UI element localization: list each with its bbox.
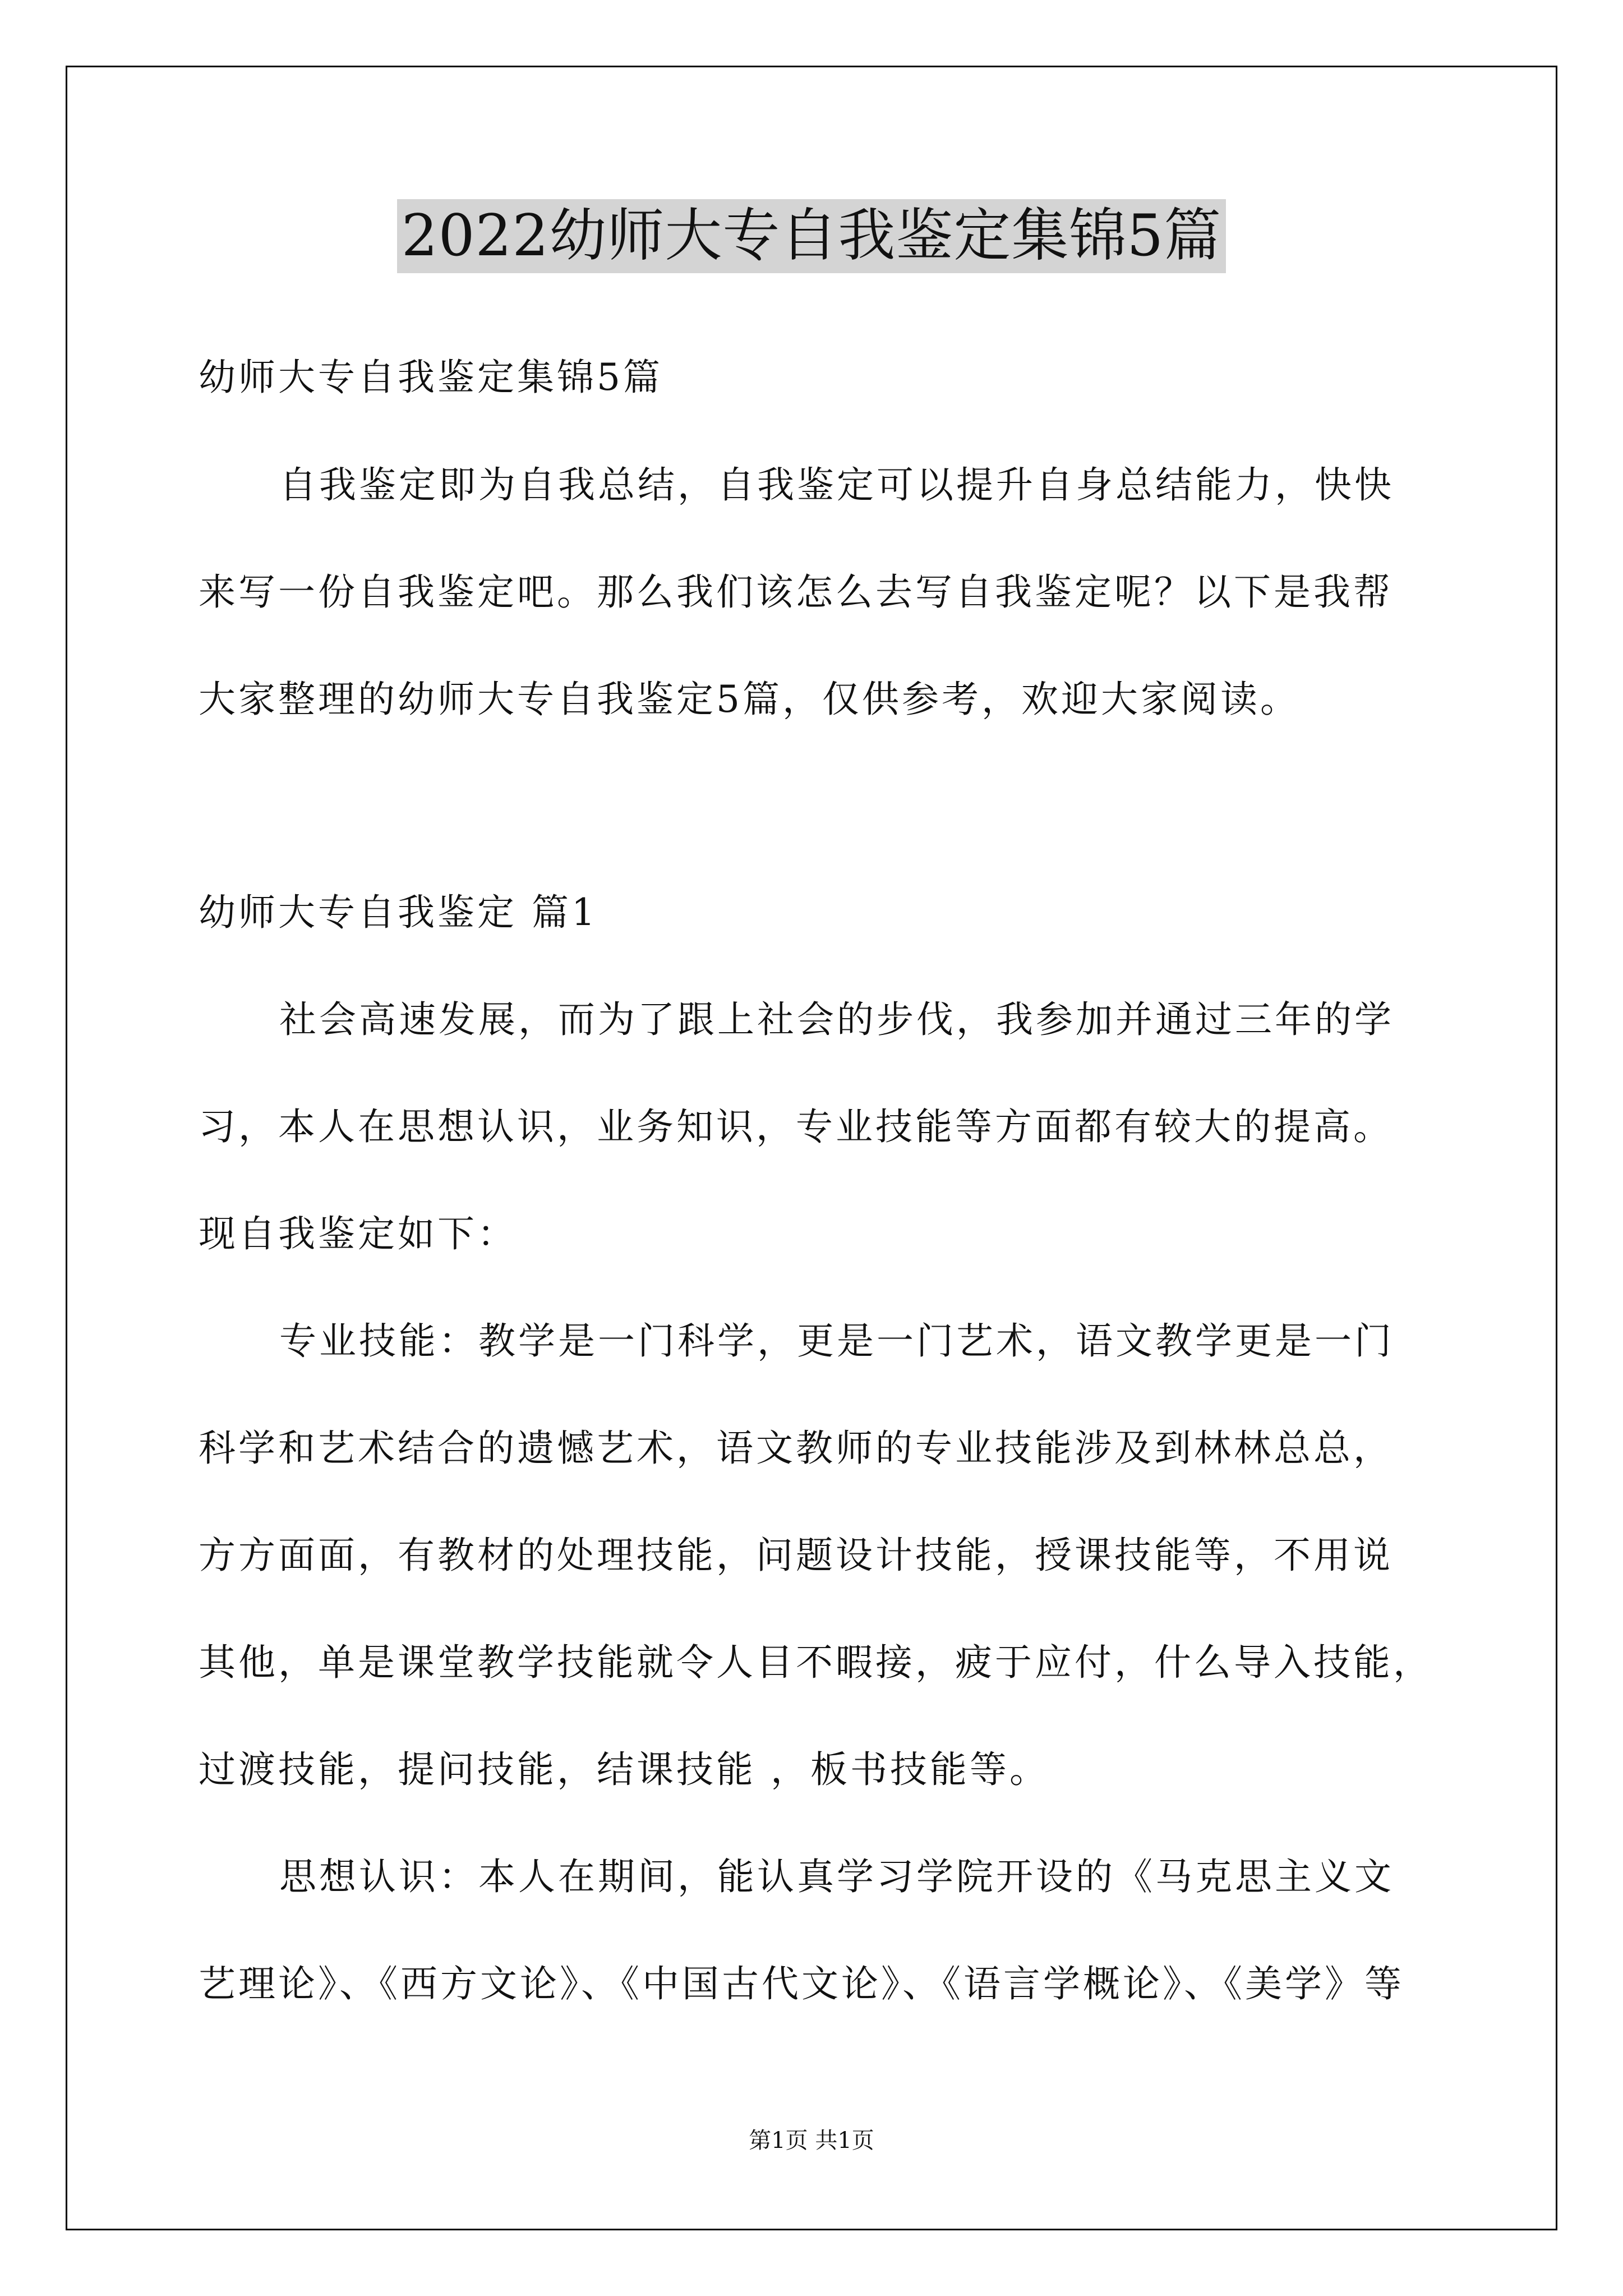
para1-line-1: 社会高速发展，而为了跟上社会的步伐，我参加并通过三年的学: [279, 998, 1394, 1041]
intro-line-2: 来写一份自我鉴定吧。那么我们该怎么去写自我鉴定呢？以下是我帮: [199, 570, 1393, 614]
para2-line-3: 方方面面，有教材的处理技能，问题设计技能，授课技能等，不用说: [199, 1534, 1393, 1577]
subtitle: 幼师大专自我鉴定集锦5篇: [199, 356, 663, 399]
para3-line-1: 思想认识：本人在期间，能认真学习学院开设的《马克思主义文: [279, 1855, 1394, 1898]
para2-line-1: 专业技能：教学是一门科学，更是一门艺术，语文教学更是一门: [279, 1319, 1394, 1363]
para2-line-5: 过渡技能，提问技能，结课技能 ，板书技能等。: [199, 1748, 1049, 1791]
document-title: 2022幼师大专自我鉴定集锦5篇: [397, 199, 1226, 273]
intro-line-1: 自我鉴定即为自我总结，自我鉴定可以提升自身总结能力，快快: [279, 463, 1394, 507]
para2-line-4: 其他，单是课堂教学技能就令人目不暇接，疲于应付，什么导入技能，: [199, 1641, 1433, 1684]
para1-line-3: 现自我鉴定如下：: [199, 1212, 517, 1255]
title-container: [0, 199, 1623, 273]
para2-line-2: 科学和艺术结合的遗憾艺术，语文教师的专业技能涉及到林林总总，: [199, 1427, 1393, 1470]
para1-line-2: 习，本人在思想认识，业务知识，专业技能等方面都有较大的提高。: [199, 1105, 1393, 1148]
section-heading: 幼师大专自我鉴定 篇1: [199, 891, 598, 934]
page-footer: 第1页 共1页: [749, 2128, 874, 2154]
intro-line-3: 大家整理的幼师大专自我鉴定5篇，仅供参考，欢迎大家阅读。: [199, 678, 1300, 721]
para3-line-2: 艺理论》、《西方文论》、《中国古代文论》、《语言学概论》、《美学》等: [199, 1962, 1404, 2005]
